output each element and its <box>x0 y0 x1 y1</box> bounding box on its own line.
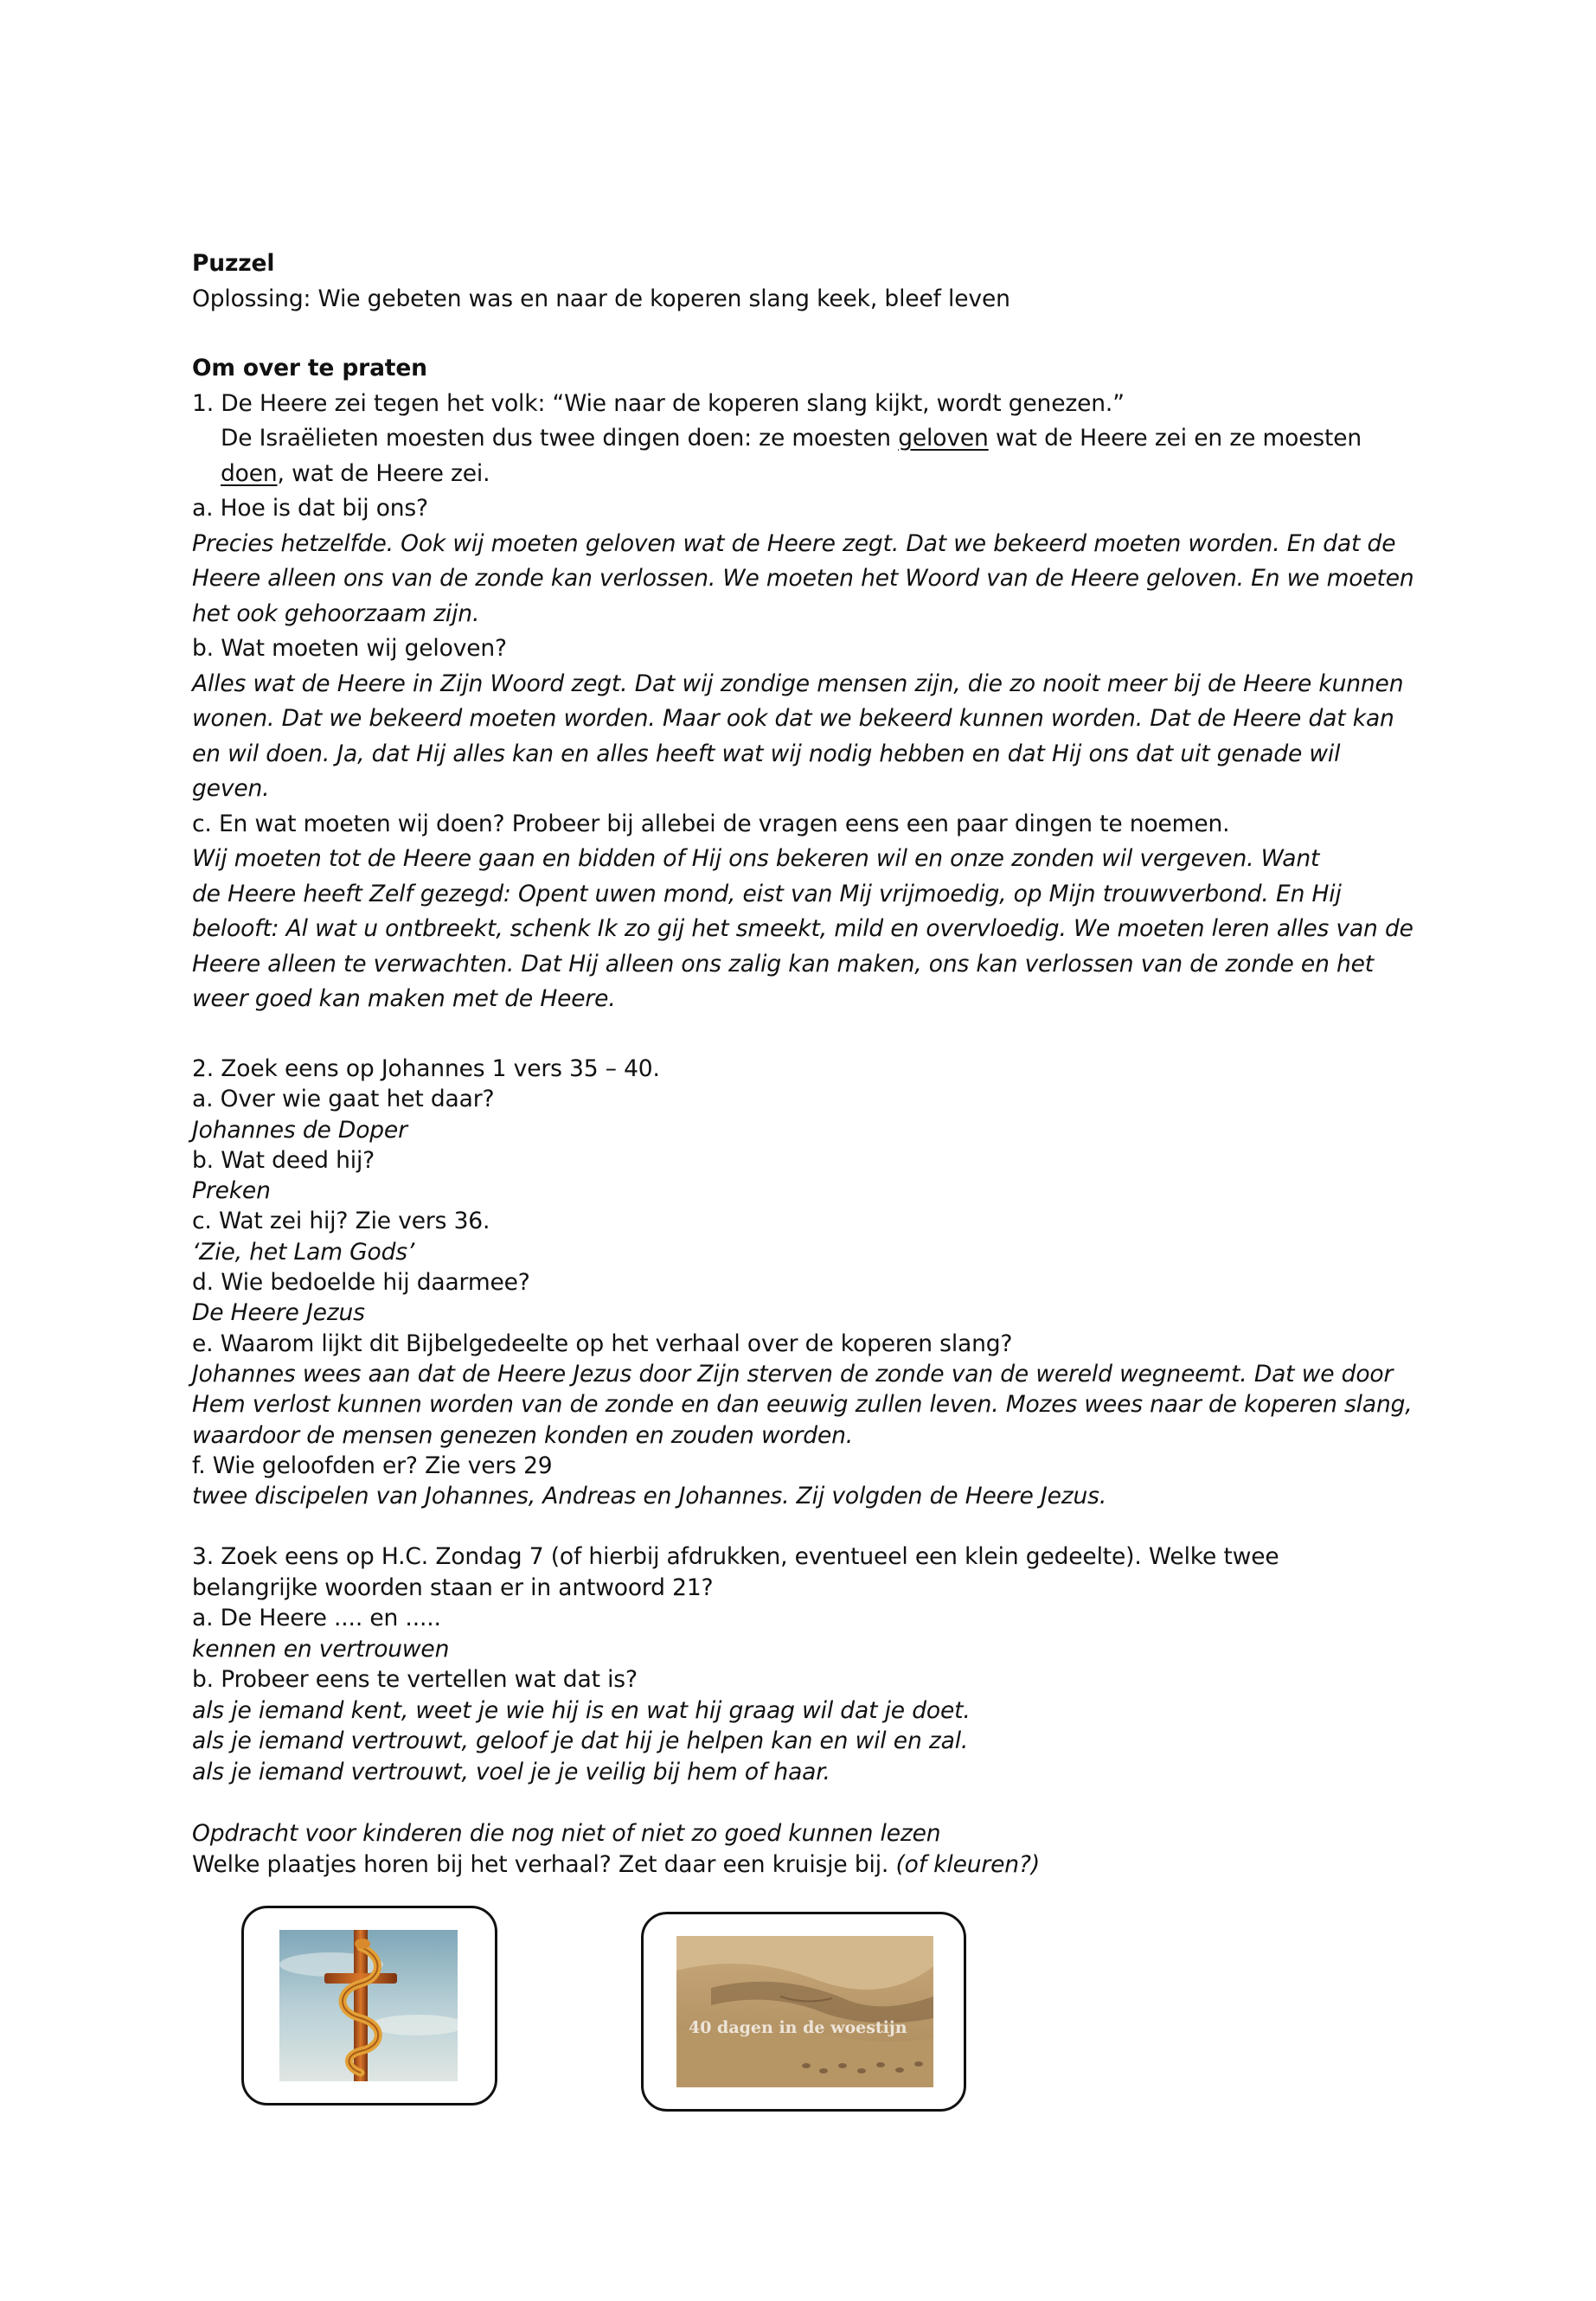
desert-caption: 40 dagen in de woestijn <box>689 2018 907 2037</box>
question-2-section <box>192 1054 1420 1511</box>
q1c-answer-line: weer goed kan maken met de Heere. <box>192 985 616 1012</box>
q1a-answer-line: Precies hetzelfde. Ook wij moeten geloven wat de Heere zegt. Dat we bekeerd moeten worden. En dat de <box>192 529 1396 557</box>
q2-intro: 2. Zoek eens op Johannes 1 vers 35 – 40. <box>192 1055 660 1082</box>
task-title: Opdracht voor kinderen die nog niet of niet zo goed kunnen lezen <box>192 1820 941 1847</box>
task-instruction: Welke plaatjes horen bij het verhaal? Zet daar een kruisje bij. (of kleuren?) <box>192 1850 1041 1878</box>
q3-intro-line: belangrijke woorden staan er in antwoord 21? <box>192 1574 714 1601</box>
underlined-doen: doen <box>221 459 278 487</box>
q3-intro-line: 3. Zoek eens op H.C. Zondag 7 (of hierbij afdrukken, eventueel een klein gedeelte). Welke twee <box>192 1543 1279 1570</box>
q2e-answer-line: Johannes wees aan dat de Heere Jezus door Zijn sterven de zonde van de wereld wegneemt. Dat we door <box>192 1360 1394 1388</box>
q3b-answer-line: als je iemand kent, weet je wie hij is en wat hij graag wil dat je doet. <box>192 1696 971 1724</box>
q1c-answer-line: Heere alleen te verwachten. Dat Hij alleen ons zalig kan maken, ons kan verlossen van de zonde en het <box>192 950 1375 977</box>
desert-image <box>676 1936 933 2087</box>
q3b-answer-line: als je iemand vertrouwt, geloof je dat hij je helpen kan en wil en zal. <box>192 1727 969 1754</box>
q3a-answer: kennen en vertrouwen <box>192 1635 450 1663</box>
q2a-answer: Johannes de Doper <box>192 1116 407 1144</box>
q1c-answer-line: de Heere heeft Zelf gezegd: Opent uwen mond, eist van Mij vrijmoedig, op Mijn trouwverbond. En Hij <box>192 880 1342 907</box>
task-section <box>192 1818 1420 1880</box>
q3b-answer-line: als je iemand vertrouwt, voel je je veilig bij hem of haar. <box>192 1758 830 1785</box>
q2e-question: e. Waarom lijkt dit Bijbelgedeelte op het verhaal over de koperen slang? <box>192 1330 1013 1357</box>
serpent-on-pole-icon <box>279 1930 458 2081</box>
question-3-section <box>192 1541 1420 1787</box>
q1b-answer-line: wonen. Dat we bekeerd moeten worden. Maar ook dat we bekeerd kunnen worden. Dat de Heere dat kan <box>192 705 1394 732</box>
q2b-question: b. Wat deed hij? <box>192 1146 375 1174</box>
q2c-question: c. Wat zei hij? Zie vers 36. <box>192 1208 490 1235</box>
q1c-question: c. En wat moeten wij doen? Probeer bij allebei de vragen eens een paar dingen te noemen. <box>192 810 1230 837</box>
serpent-on-pole-image <box>279 1930 458 2081</box>
q2d-question: d. Wie bedoelde hij daarmee? <box>192 1269 530 1297</box>
puzzle-heading: Puzzel <box>192 250 275 277</box>
q2c-answer: ‘Zie, het Lam Gods’ <box>192 1238 415 1266</box>
puzzle-section <box>192 247 1420 1017</box>
picture-card-serpent[interactable] <box>241 1906 497 2106</box>
q1c-answer-line: belooft: Al wat u ontbreekt, schenk Ik zo gij het smeekt, mild en overvloedig. We moeten leren alles van de <box>192 915 1413 942</box>
desert-icon <box>676 1936 933 2087</box>
q1b-answer-line: geven. <box>192 775 270 802</box>
q3b-question: b. Probeer eens te vertellen wat dat is? <box>192 1666 638 1693</box>
underlined-geloven: geloven <box>898 425 989 452</box>
q2d-answer: De Heere Jezus <box>192 1299 365 1327</box>
task-hint: (of kleuren?) <box>895 1850 1041 1878</box>
discuss-heading: Om over te praten <box>192 355 427 381</box>
q1-intro: 1. De Heere zei tegen het volk: “Wie naar de koperen slang kijkt, wordt genezen.” <box>192 389 1125 417</box>
picture-card-desert[interactable] <box>641 1912 966 2112</box>
q2f-answer: twee discipelen van Johannes, Andreas en Johannes. Zij volgden de Heere Jezus. <box>192 1483 1107 1510</box>
q1a-answer-line: het ook gehoorzaam zijn. <box>192 599 480 627</box>
q2a-question: a. Over wie gaat het daar? <box>192 1086 495 1113</box>
q1-line2: De Israëlieten moesten dus twee dingen doen: ze moesten geloven wat de Heere zei en ze moesten <box>221 425 1362 452</box>
q1b-question: b. Wat moeten wij geloven? <box>192 635 507 662</box>
q2e-answer-line: Hem verlost kunnen worden van de zonde en dan eeuwig zullen leven. Mozes wees naar de koperen slang, <box>192 1391 1413 1419</box>
q1b-answer-line: en wil doen. Ja, dat Hij alles kan en alles heeft wat wij nodig hebben en dat Hij ons dat uit genade wil <box>192 740 1341 767</box>
q3a-question: a. De Heere .... en ..... <box>192 1605 441 1631</box>
q1b-answer-line: Alles wat de Heere in Zijn Woord zegt. Dat wij zondige mensen zijn, die zo nooit meer bij de Heere kunnen <box>192 670 1404 697</box>
q1c-answer-line: Wij moeten tot de Heere gaan en bidden of Hij ons bekeren wil en onze zonden wil vergeven. Want <box>192 845 1320 872</box>
q1a-question: a. Hoe is dat bij ons? <box>192 495 428 522</box>
q2f-question: f. Wie geloofden er? Zie vers 29 <box>192 1452 553 1479</box>
q1a-answer-line: Heere alleen ons van de zonde kan verlossen. We moeten het Woord van de Heere geloven. En we moeten <box>192 565 1414 592</box>
q1-line3: doen, wat de Heere zei. <box>221 459 490 487</box>
q2b-answer: Preken <box>192 1177 271 1205</box>
q2e-answer-line: waardoor de mensen genezen konden en zouden worden. <box>192 1421 854 1449</box>
puzzle-solution: Oplossing: Wie gebeten was en naar de koperen slang keek, bleef leven <box>192 285 1010 312</box>
